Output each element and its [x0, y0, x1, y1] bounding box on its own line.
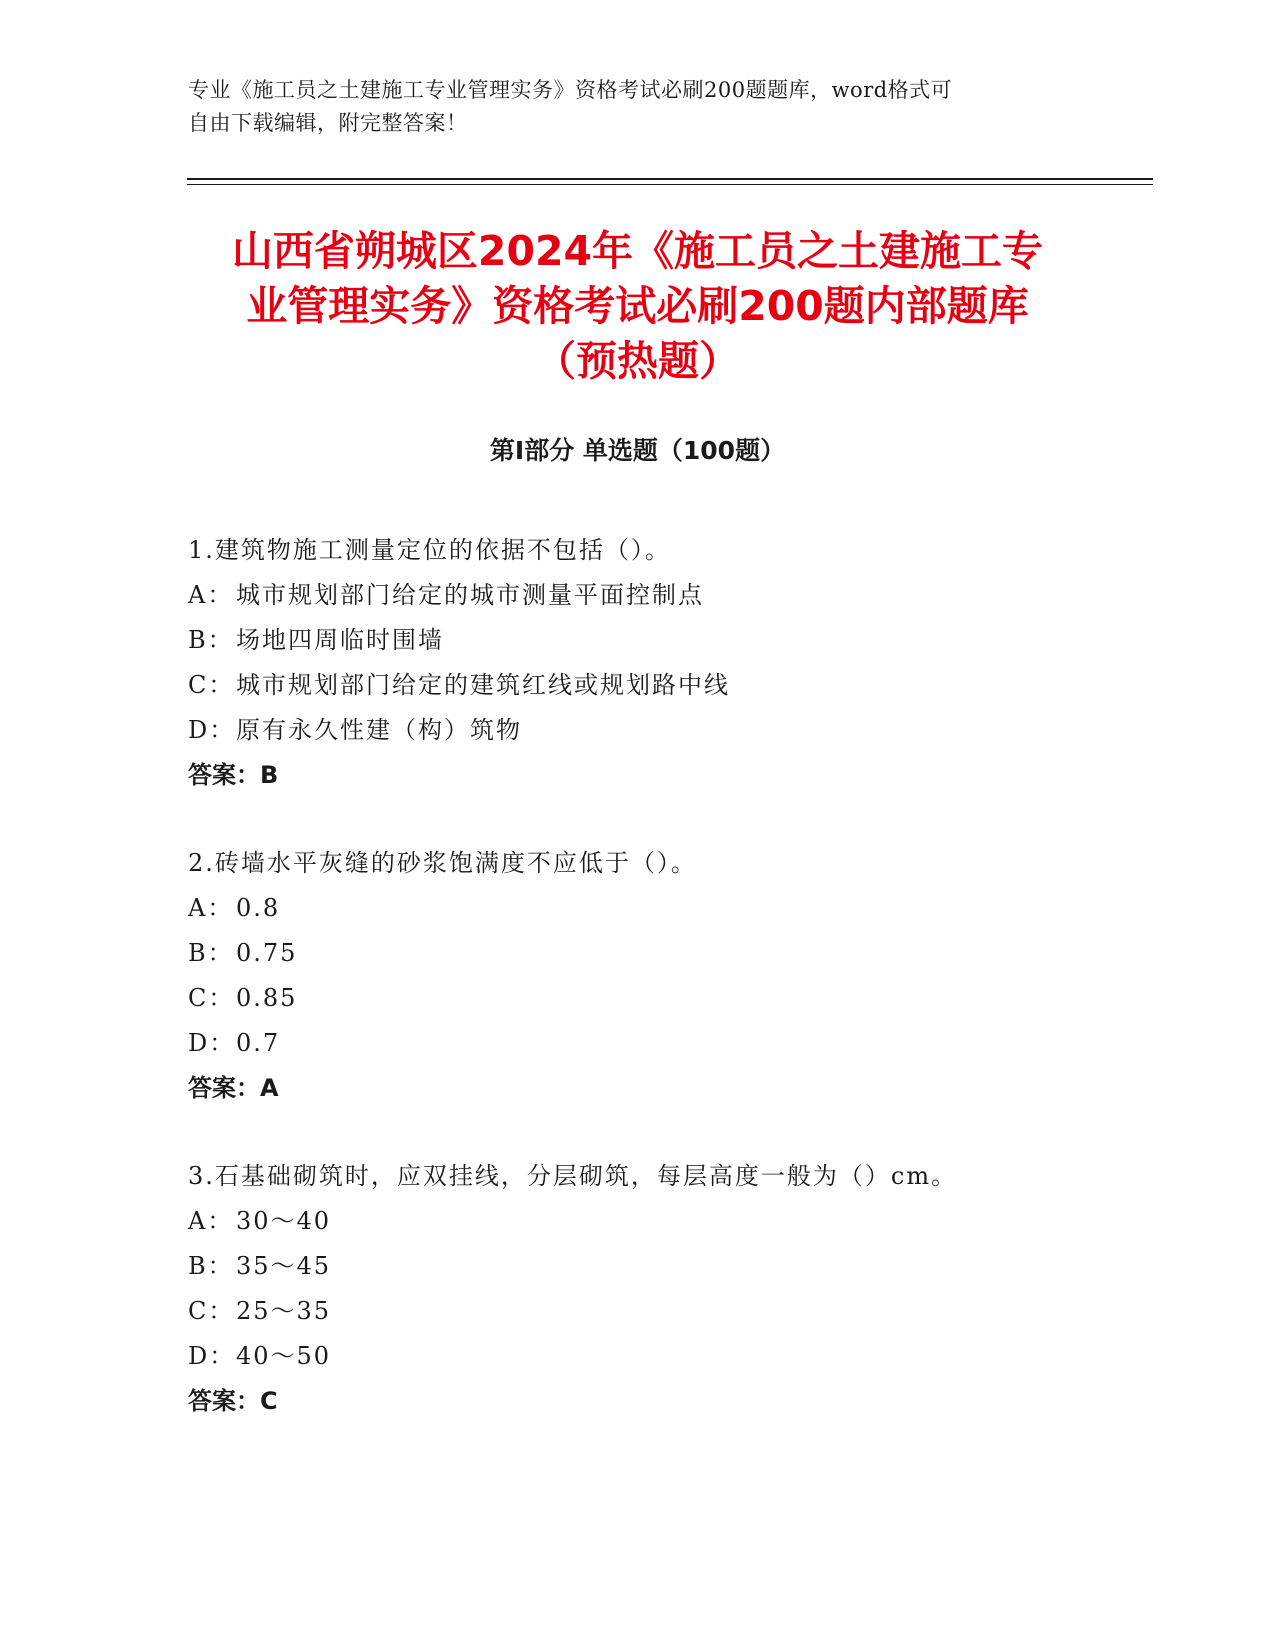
question-stem: 2.砖墙水平灰缝的砂浆饱满度不应低于（）。	[188, 849, 697, 877]
question-3	[188, 1154, 1088, 1424]
option-key: A：	[188, 581, 234, 609]
option-key: D：	[188, 1342, 236, 1370]
option-key: A：	[188, 894, 234, 922]
section-heading: 第Ⅰ部分 单选题（100题）	[489, 436, 786, 465]
title-line-2: 业管理实务》资格考试必刷200题内部题库	[246, 282, 1029, 330]
option-text: 35～45	[236, 1252, 332, 1280]
header-note-line-2: 自由下载编辑，附完整答案！	[188, 111, 468, 135]
header-note-line-1: 专业《施工员之土建施工专业管理实务》资格考试必刷200题题库，word格式可	[188, 78, 953, 102]
question-stem: 3.石基础砌筑时，应双挂线，分层砌筑，每层高度一般为（）cm。	[188, 1162, 958, 1190]
option-text: 0.7	[236, 1029, 281, 1057]
option-b	[188, 931, 1088, 976]
option-text: 原有永久性建（构）筑物	[236, 716, 522, 744]
question-1	[188, 528, 1088, 798]
option-text: 25～35	[236, 1297, 332, 1325]
option-key: C：	[188, 671, 235, 699]
option-key: C：	[188, 984, 235, 1012]
option-key: B：	[188, 939, 234, 967]
option-key: A：	[188, 1207, 234, 1235]
header-divider-thin	[187, 184, 1153, 185]
option-key: B：	[188, 1252, 234, 1280]
option-a	[188, 886, 1088, 931]
option-key: D：	[188, 716, 236, 744]
answer-line: 答案：A	[188, 1074, 279, 1102]
option-key: B：	[188, 626, 234, 654]
question-stem: 1.建筑物施工测量定位的依据不包括（）。	[188, 536, 671, 564]
option-b	[188, 618, 1088, 663]
question-2	[188, 841, 1088, 1111]
option-key: D：	[188, 1029, 236, 1057]
option-a	[188, 573, 1088, 618]
option-text: 40～50	[236, 1342, 332, 1370]
answer-line: 答案：C	[188, 1387, 278, 1415]
option-text: 场地四周临时围墙	[236, 626, 444, 654]
option-b	[188, 1244, 1088, 1289]
header-divider-thick	[187, 178, 1153, 180]
header-note	[188, 74, 1068, 140]
question-list	[188, 528, 1088, 1424]
title-line-1: 山西省朔城区2024年《施工员之土建施工专	[231, 227, 1044, 275]
option-d	[188, 708, 1088, 753]
answer-line: 答案：B	[188, 761, 279, 789]
option-text: 城市规划部门给定的建筑红线或规划路中线	[236, 671, 730, 699]
document-title	[150, 224, 1125, 389]
option-d	[188, 1021, 1088, 1066]
option-text: 城市规划部门给定的城市测量平面控制点	[236, 581, 704, 609]
option-text: 0.8	[236, 894, 281, 922]
option-a	[188, 1199, 1088, 1244]
title-line-3: （预热题）	[535, 337, 740, 385]
option-text: 30～40	[236, 1207, 332, 1235]
option-c	[188, 976, 1088, 1021]
option-c	[188, 663, 1088, 708]
option-text: 0.75	[236, 939, 298, 967]
option-c	[188, 1289, 1088, 1334]
option-text: 0.85	[236, 984, 298, 1012]
option-d	[188, 1334, 1088, 1379]
option-key: C：	[188, 1297, 235, 1325]
